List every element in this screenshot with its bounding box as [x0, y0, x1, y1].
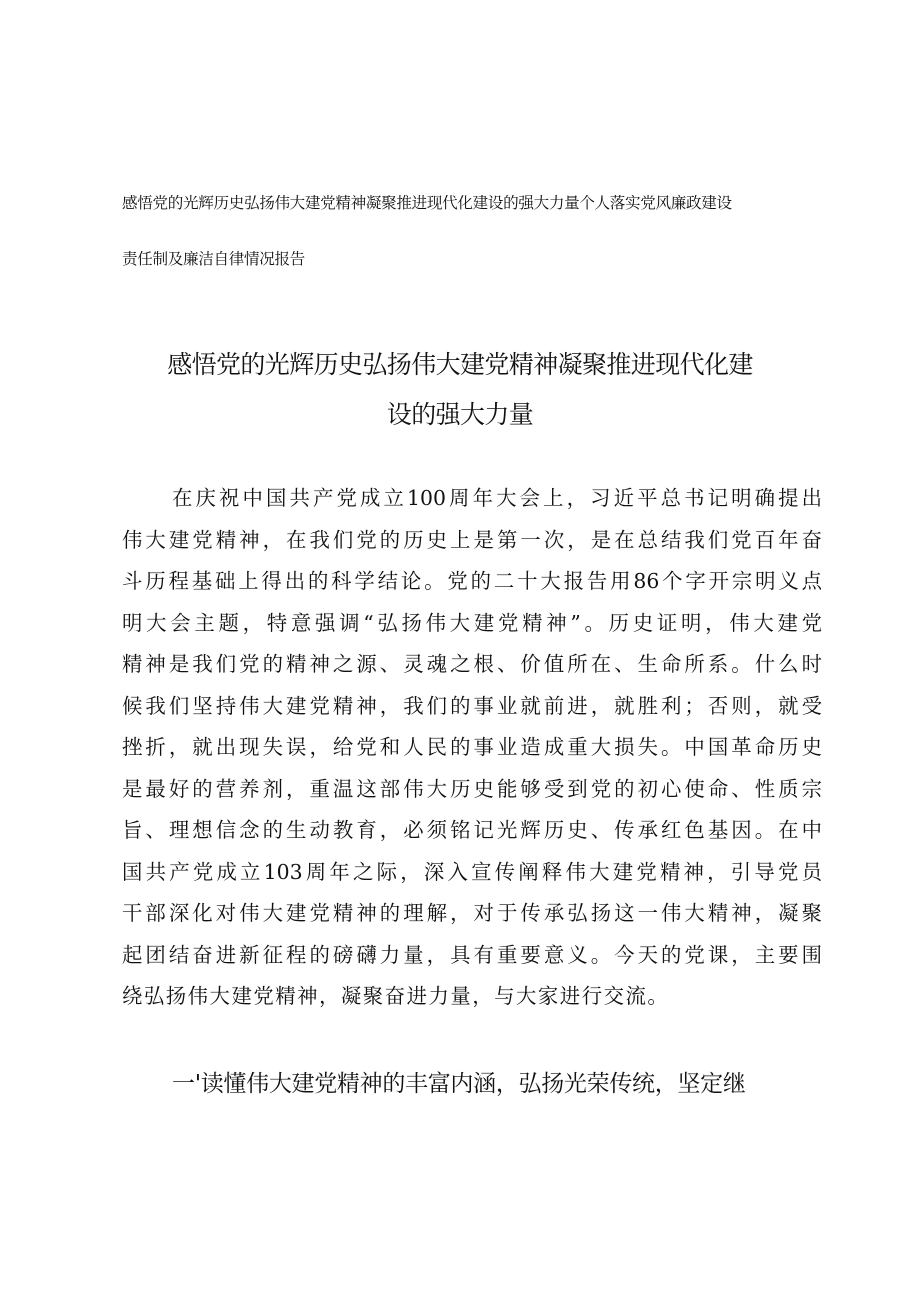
paragraph-line: 精神是我们党的精神之源、灵魂之根、价值所在、生命所系。什么时	[122, 652, 822, 676]
document-header-line-1: 感悟党的光辉历史弘扬伟大建党精神凝聚推进现代化建设的强大力量个人落实党风廉政建设	[122, 194, 732, 212]
paragraph-line: 是最好的营养剂，重温这部伟大历史能够受到党的初心使命、性质宗	[122, 776, 822, 801]
main-title-line-1: 感悟党的光辉历史弘扬伟大建党精神凝聚推进现代化建	[167, 350, 753, 379]
paragraph-line: 挫折，就出现失误，给党和人民的事业造成重大损失。中国革命历史	[122, 735, 822, 759]
intro-paragraph	[122, 478, 822, 1018]
paragraph-line: 斗历程基础上得出的科学结论。党的二十大报告用86个字开宗明义点	[122, 569, 822, 593]
paragraph-line: 明大会主题，特意强调“弘扬伟大建党精神”。历史证明，伟大建党	[122, 610, 822, 635]
paragraph-line: 国共产党成立103周年之际，深入宣传阐释伟大建党精神，引导党员	[122, 859, 822, 884]
paragraph-line: 干部深化对伟大建党精神的理解，对于传承弘扬这一伟大精神，凝聚	[122, 901, 822, 925]
section-heading: 一'读懂伟大建党精神的丰富内涵，弘扬光荣传统，坚定继	[172, 1071, 746, 1097]
paragraph-line: 绕弘扬伟大建党精神，凝聚奋进力量，与大家进行交流。	[122, 984, 670, 1008]
paragraph-line: 候我们坚持伟大建党精神，我们的事业就前进，就胜利；否则，就受	[122, 693, 822, 718]
paragraph-line: 旨、理想信念的生动教育，必须铭记光辉历史、传承红色基因。在中	[122, 818, 822, 842]
paragraph-line: 起团结奋进新征程的磅礴力量，具有重要意义。今天的党课，主要围	[122, 942, 822, 967]
main-title-line-2: 设的强大力量	[386, 400, 534, 429]
main-title	[100, 340, 820, 440]
document-header-line-2: 责任制及廉洁自律情况报告	[122, 250, 305, 268]
paragraph-line: 伟大建党精神，在我们党的历史上是第一次，是在总结我们党百年奋	[122, 527, 822, 552]
document-header	[122, 175, 812, 287]
paragraph-line: 在庆祝中国共产党成立100周年大会上，习近平总书记明确提出	[172, 486, 822, 510]
